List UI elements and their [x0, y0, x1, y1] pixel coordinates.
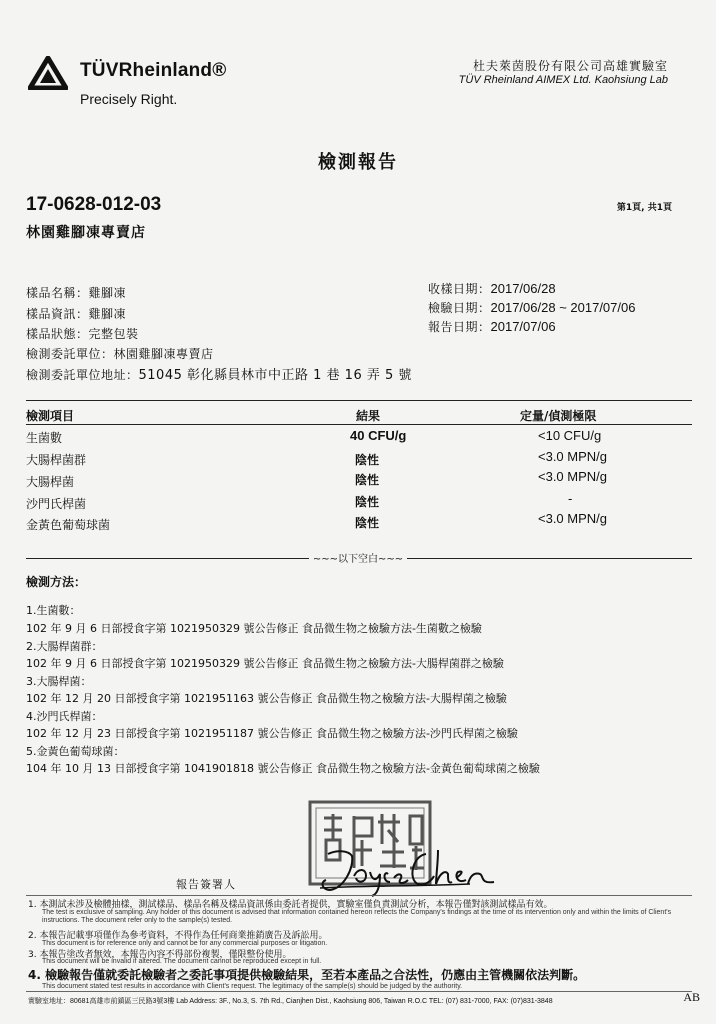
logo-name: TÜVRheinland® — [80, 60, 227, 81]
header-limit: 定量/偵測極限 — [520, 409, 597, 423]
test-date: 檢驗日期：2017/06/28 ~ 2017/07/06 — [428, 300, 636, 315]
client-unit: 檢測委託單位：林園雞腳凍專賣店 — [26, 347, 214, 361]
table-header-rule — [26, 424, 692, 425]
method-title: 1.生菌數： — [26, 604, 81, 617]
note: 3. 本報告塗改者無效，本報告內容不得部份複製，僅限整份使用。 — [28, 950, 292, 960]
lab-name-zh: 杜夫萊茵股份有限公司高雄實驗室 — [472, 59, 668, 73]
note-en: This document will be invalid if altered. The document cannot be reproduced except in full. — [42, 958, 322, 965]
report-page: TÜVRheinland® Precisely Right. 杜夫萊茵股份有限公司高雄實驗室 TÜV Rheinland AIMEX Ltd. Kaohsiung Lab 檢測報告 17-0628-012-03 第1頁, 共1頁 林園雞腳凍專賣店 樣品名稱：雞腳凍 樣品資訊：雞腳凍 樣品狀態：完整包裝 檢測委託單位：林園雞腳凍專賣店 檢測委託單位地址：51045 彰化縣員林市中正路 1 巷 16 弄 5 號 收樣日期：2017/06/28 檢驗日期：2017/06/28 ~ 2017/07/06 報告日期：2017/07/06 檢測項目 結果 定量/偵測極限 生菌數 40 CFU/g <10 CFU/g 大腸桿菌群 陰性 <3.0 MPN/g 大腸桿菌 陰性 <3.0 MPN/g 沙門氏桿菌 陰性 - 金黃色葡萄球菌 陰性 <3.0 MPN/g ~~~以下空白~~~ 檢測方法： 1.生菌數： 102 年 9 月 6 日部授食字第 1021950329 號公告修正 食品微生物之檢驗方法-生菌數之檢驗 2.大腸桿菌群： 102 年 9 月 6 日部授食字第 1021950329 號公告修正 食品微生物之檢驗方法-大腸桿菌群之檢驗 3.大腸桿菌： 102 年 12 月 20 日部授食字第 1021951163 號公告修正 食品微生物之檢驗方法-大腸桿菌之檢驗 4.沙門氏桿菌： 102 年 12 月 23 日部授食字第 1021951187 號公告修正 食品微生物之檢驗方法-沙門氏桿菌之檢驗 5.金黃色葡萄球菌： 104 年 10 月 13 日部授食字第 1041901818 號公告修正 食品微生物之檢驗方法-金黃色葡萄球菌之檢驗 報告簽署人 1. 本測試未涉及檢體抽樣，測試樣品、樣品名稱及樣品資訊係由委託者提供，實驗室僅負責測試分析，本報告僅對該測試樣品有效。 The test is exclusive of sampling. Any holder of this document is advised that information contained hereon reflects the Company's findings at the time of its intervention only and within the limits of Client's instructions. The document refer only to the sample(s) tested. 2. 本報告記載事項僅作為參考資料，不得作為任何商業推銷廣告及訴訟用。 This document is for reference only and cannot be for any commercial purposes or litigation. 3. 本報告塗改者無效，本報告內容不得部份複製，僅限整份使用。 This document will be invalid if altered. The document cannot be reproduced except in full. 4. 檢驗報告僅就委託檢驗者之委託事項提供檢驗結果，至若本產品之合法性，仍應由主管機關依法判斷。 This document stated test results in accordance with Client's request. The legitimacy of the sample(s) should be judged by the authority. 實驗室地址：80681高雄市前鎮區三民路3號3樓 Lab Address: 3F., No.3, S. 7th Rd., Cianjhen Dist., Kaohsiung 806, Taiwan R.O.C TEL: (07) 831-7000, FAX: (07)831-3848 AB — [0, 0, 716, 1024]
method-title: 4.沙門氏桿菌： — [26, 710, 103, 723]
report-title: 檢測報告 — [318, 152, 398, 173]
method-text: 102 年 12 月 20 日部授食字第 1021951163 號公告修正 食品微生物之檢驗方法-大腸桿菌之檢驗 — [26, 692, 507, 705]
page-number: 第1頁, 共1頁 — [616, 203, 672, 213]
method-text: 102 年 9 月 6 日部授食字第 1021950329 號公告修正 食品微生物之檢驗方法-生菌數之檢驗 — [26, 622, 482, 635]
sample-description: 樣品資訊：雞腳凍 — [26, 307, 127, 321]
note: 2. 本報告記載事項僅作為參考資料，不得作為任何商業推銷廣告及訴訟用。 — [28, 931, 328, 941]
triangle-logo-icon — [28, 56, 68, 90]
method-title: 2.大腸桿菌群： — [26, 640, 103, 653]
methods-heading: 檢測方法： — [26, 575, 87, 589]
client-name: 林園雞腳凍專賣店 — [26, 225, 146, 241]
report-date: 報告日期：2017/07/06 — [428, 319, 556, 334]
sample-name: 樣品名稱：雞腳凍 — [26, 286, 127, 300]
note-en: This document is for reference only and cannot be for any commercial purposes or litigation. — [42, 940, 328, 947]
note-en: This document stated test results in accordance with Client's request. The legitimacy of the sample(s) should be judged by the authority. — [42, 983, 463, 990]
header-result: 結果 — [356, 409, 381, 423]
signature — [300, 840, 500, 900]
method-title: 3.大腸桿菌： — [26, 675, 92, 688]
lab-name-en: TÜV Rheinland AIMEX Ltd. Kaohsiung Lab — [458, 74, 668, 86]
lab-address-footer: 實驗室地址：80681高雄市前鎮區三民路3號3樓 Lab Address: 3F., No.3, S. 7th Rd., Cianjhen Dist., Kaohsiung 806, Taiwan R.O.C TEL: (07) 831-7000, FAX: (07)831-3848 — [28, 998, 553, 1005]
signer-label: 報告簽署人 — [176, 878, 236, 891]
table-top-rule — [26, 400, 692, 401]
report-number: 17-0628-012-03 — [26, 194, 162, 215]
received-date: 收樣日期：2017/06/28 — [428, 281, 556, 296]
note: 4. 檢驗報告僅就委託檢驗者之委託事項提供檢驗結果，至若本產品之合法性，仍應由主管機關依法判斷。 — [28, 968, 586, 982]
sample-condition: 樣品狀態：完整包裝 — [26, 327, 139, 341]
client-address: 檢測委託單位地址：51045 彰化縣員林市中正路 1 巷 16 弄 5 號 — [26, 368, 412, 383]
method-title: 5.金黃色葡萄球菌： — [26, 745, 125, 758]
method-text: 102 年 12 月 23 日部授食字第 1021951187 號公告修正 食品微生物之檢驗方法-沙門氏桿菌之檢驗 — [26, 727, 518, 740]
method-text: 102 年 9 月 6 日部授食字第 1021950329 號公告修正 食品微生物之檢驗方法-大腸桿菌群之檢驗 — [26, 657, 504, 670]
notes-rule — [26, 895, 692, 896]
note-en: The test is exclusive of sampling. Any holder of this document is advised that information contained hereon reflects the Company's findings at the time of its intervention only and within the limits of Client's instructions. The document refer only to the sample(s) tested. — [42, 909, 672, 924]
footer-rule — [26, 991, 692, 992]
corner-mark: AB — [683, 990, 700, 1004]
header-item: 檢測項目 — [26, 409, 75, 423]
method-text: 104 年 10 月 13 日部授食字第 1041901818 號公告修正 食品微生物之檢驗方法-金黃色葡萄球菌之檢驗 — [26, 762, 540, 775]
note: 1. 本測試未涉及檢體抽樣，測試樣品、樣品名稱及樣品資訊係由委託者提供，實驗室僅負責測試分析，本報告僅對該測試樣品有效。 — [28, 900, 553, 910]
blank-marker: ~~~以下空白~~~ — [0, 550, 716, 565]
logo-tagline: Precisely Right. — [80, 91, 178, 107]
